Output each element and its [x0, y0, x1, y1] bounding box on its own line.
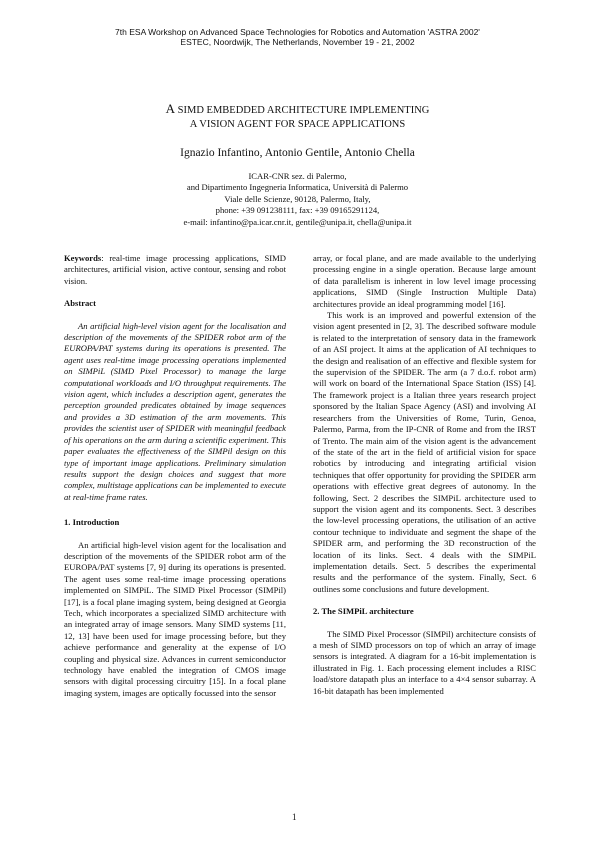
- affiliation-line: and Dipartimento Ingegneria Informatica, Università di Palermo: [186, 182, 409, 193]
- section-2-heading: 2. The SIMPiL architecture: [313, 606, 414, 617]
- keywords-paragraph: [64, 253, 286, 287]
- paper-title: [0, 102, 595, 132]
- paper-authors: Ignazio Infantino, Antonio Gentile, Antonio Chella: [180, 147, 415, 159]
- affiliation-block: [0, 171, 595, 228]
- header-line-1: 7th ESA Workshop on Advanced Space Technologies for Robotics and Automation 'ASTRA 2002': [115, 27, 480, 37]
- conference-header: [0, 27, 595, 47]
- keywords-text: : real-time image processing applications, SIMD architectures, artificial vision, active contour, sensing and robot vision.: [64, 253, 286, 286]
- keywords-label: Keywords: [64, 253, 102, 263]
- abstract-text: An artificial high-level vision agent for the localisation and description of the movements of the SPIDER robot arm of the EUROPA/PAT systems during its operations is presented. The agent uses real-time image processing operations implemented on SIMPiL (SIMD Pixel Processor) to manage the large computational workloads and I/O throughput requirements. The vision agent, which includes a description agent, generates the perception grounded predicates obtained by image sequences and provides a 3D estimation of the arm movements. This provides the scientist user of SPIDER with meaningful feedback of his operations on the arm during a scientific experiment. This paper evaluates the effectiveness of the SIMPil design on this type of important image applications. Preliminary simulation results support the design choices and suggest that more complex, multistage applications can be implemented to execute at real-time frame rates.: [64, 320, 286, 502]
- affiliation-line: e-mail: infantino@pa.icar.cnr.it, gentile@unipa.it, chella@unipa.it: [183, 216, 412, 227]
- intro-paragraph-2: This work is an improved and powerful extension of the vision agent presented in [2, 3]. The described software module is related to the interpretation of sensory data in the framework of an ASI project. It aims at the application of AI techniques to the design and realisation of an effective and flexible system for the supervision of the SPIDER. The arm (a 7 d.o.f. robot arm) will work on board of the International Space Station (ISS) [4]. The framework project is a Italian three years research project sponsored by the Italian Space Agency (ASI) and involving AI researchers from the Universities of Rome, Turin, Genoa, Palermo, Parma, from the IP-CNR of Rome and from the IRST of Trento. The main aim of the vision agent is the advancement of the state of the art in the field of artificial vision for space robotics by introducing and integrating artificial vision techniques that offer opportunity for providing the SPIDER arm operations with effective great degrees of autonomy. In the following, Sect. 2 describes the SIMPiL architecture used to support the vision agent and its components. Sect. 3 describes the low-level processing operations, the utilisation of an active contour technique to individuate and segment the shape of the SPIDER arm, and performing the 3D reconstruction of the location of its links. Sect. 4 deals with the SIMPiL implementation details. Sect. 5 describes the experimental results and the performance of the system. Finally, Sect. 6 outlines some conclusions and future development.: [313, 310, 536, 594]
- title-line-1: [0, 102, 595, 118]
- section-2-text: The SIMD Pixel Processor (SIMPil) architecture consists of a mesh of SIMD processors on top of which an array of image sensors is integrated. A diagram for a 16-bit implementation is illustrated in Fig. 1. Each processing element includes a RISC load/store datapath plus an interface to a 4×4 sensor subarray. A 16-bit datapath has been implemented: [313, 628, 536, 696]
- introduction-heading: 1. Introduction: [64, 517, 120, 528]
- affiliation-line: phone: +39 091238111, fax: +39 09165291124,: [215, 205, 380, 216]
- title-line-2: A VISION AGENT FOR SPACE APPLICATIONS: [189, 119, 406, 130]
- right-column: [313, 253, 536, 697]
- abstract-heading: Abstract: [64, 298, 96, 309]
- title-initial: A: [165, 101, 176, 116]
- left-column: [64, 253, 286, 699]
- introduction-text: An artificial high-level vision agent for the localisation and description of the movements of the SPIDER robot arm of the EUROPA/PAT systems [7, 9] during its operations is presented. The agent uses some real-time image processing operations implemented on SIMPiL. The SIMD Pixel Processor (SIMPil) [17], is a focal plane imaging system, being designed at Georgia Tech, which incorporates a specialized SIMD architecture with an integrated array of image sensors. Many SIMD systems [11, 12, 13] have been used for image processing before, but they achieve performance and generality at the expense of I/O coupling and physical size. Advances in current semiconductor technology have enabled the integration of CMOS image sensors with digital processing circuitry [15]. In a focal plane imaging system, images are optically focussed into the sensor: [64, 539, 286, 698]
- title-line-1-rest: SIMD EMBEDDED ARCHITECTURE IMPLEMENTING: [175, 105, 430, 116]
- page-number: 1: [292, 812, 297, 822]
- header-line-2: ESTEC, Noordwijk, The Netherlands, November 19 - 21, 2002: [180, 37, 415, 47]
- affiliation-line: Viale delle Scienze, 90128, Palermo, Italy,: [224, 193, 371, 204]
- intro-continued-text: array, or focal plane, and are made available to the underlying processing engine in a single operation. Because large amount of data parallelism is inherent in low level image processing applications, SIMD (Single Instruction Multiple Data) architectures provide an ideal programming model [16].: [313, 253, 536, 309]
- affiliation-line: ICAR-CNR sez. di Palermo,: [248, 171, 347, 181]
